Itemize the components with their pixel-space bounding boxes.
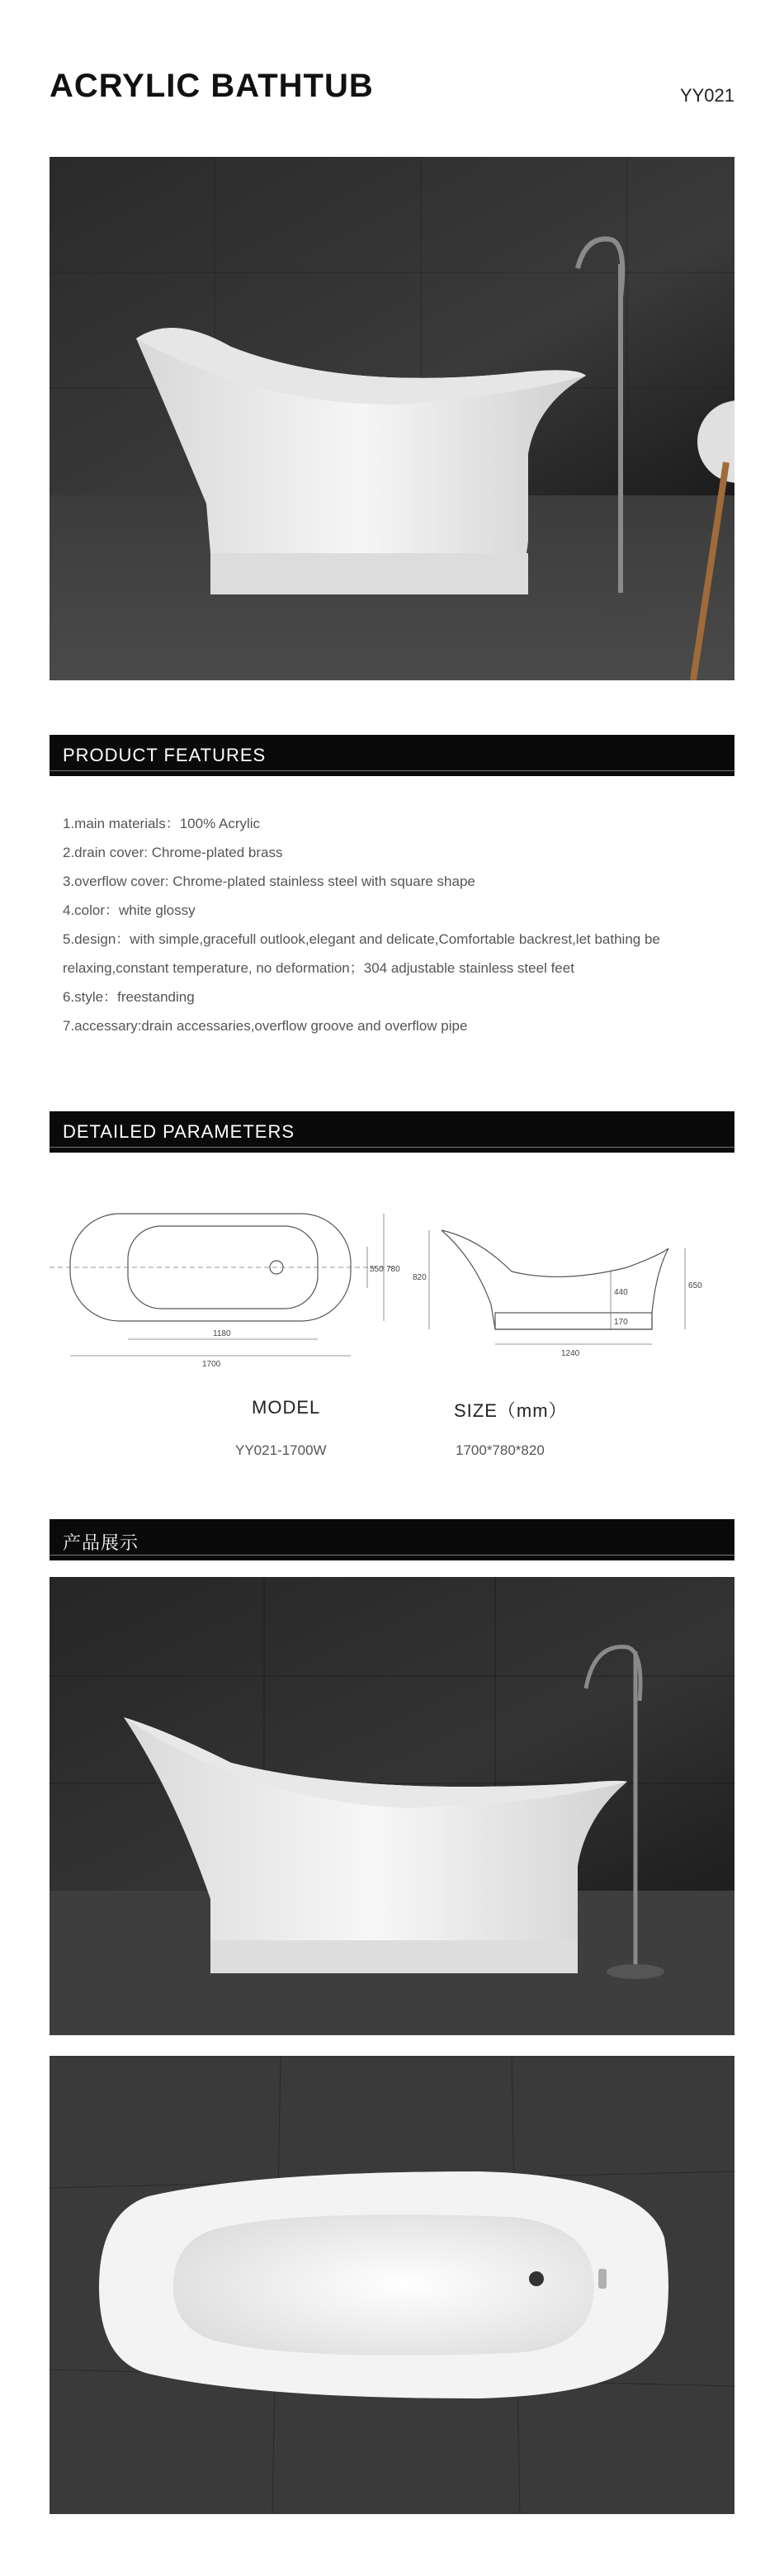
dim-inner-depth: 440	[614, 1288, 628, 1297]
feature-item: 4.color：white glossy	[63, 902, 196, 918]
section-bar-display	[50, 1519, 734, 1560]
feature-item: 6.style：freestanding	[63, 989, 195, 1005]
section-title-parameters: DETAILED PARAMETERS	[63, 1121, 295, 1142]
dim-side-length: 1240	[561, 1349, 580, 1358]
product-code: YY021	[679, 85, 734, 106]
model-value: YY021-1700W	[235, 1442, 327, 1458]
model-label: MODEL	[252, 1397, 321, 1418]
section-title-display: 产品展示	[63, 1532, 139, 1553]
feature-item: 5.design：with simple,gracefull outlook,elegant and delicate,Comfortable backrest,let bathing be relaxing,constant temperature, no deformation；304 adjustable stainless steel feet	[63, 931, 660, 976]
feature-item: 7.accessary:drain accessaries,overflow groove and overflow pipe	[63, 1018, 468, 1034]
product-photo-side	[50, 1577, 734, 2035]
dim-feet: 170	[614, 1318, 628, 1327]
size-label: SIZE（mm）	[454, 1400, 568, 1421]
section-bar-features	[50, 735, 734, 776]
dim-inner-length: 1180	[213, 1329, 231, 1338]
overflow-icon	[598, 2269, 607, 2289]
dim-height: 820	[413, 1273, 427, 1282]
section-bar-parameters	[50, 1111, 734, 1153]
dim-length: 1700	[202, 1360, 221, 1369]
dim-inner-width: 550	[370, 1265, 384, 1274]
feature-item: 1.main materials：100% Acrylic	[63, 816, 261, 831]
dim-width: 780	[386, 1265, 400, 1274]
dimension-drawing	[50, 1197, 734, 1379]
page-title: ACRYLIC BATHTUB	[50, 68, 374, 104]
drain-icon	[529, 2271, 544, 2286]
product-photo-main	[50, 157, 734, 680]
dim-height-right: 650	[688, 1281, 702, 1290]
feature-item: 2.drain cover: Chrome-plated brass	[63, 845, 283, 860]
product-photo-top	[50, 2056, 734, 2514]
feature-item: 3.overflow cover: Chrome-plated stainless steel with square shape	[63, 874, 475, 889]
section-title-features: PRODUCT FEATURES	[63, 745, 267, 765]
size-value: 1700*780*820	[456, 1442, 545, 1458]
features-list	[63, 809, 723, 1040]
